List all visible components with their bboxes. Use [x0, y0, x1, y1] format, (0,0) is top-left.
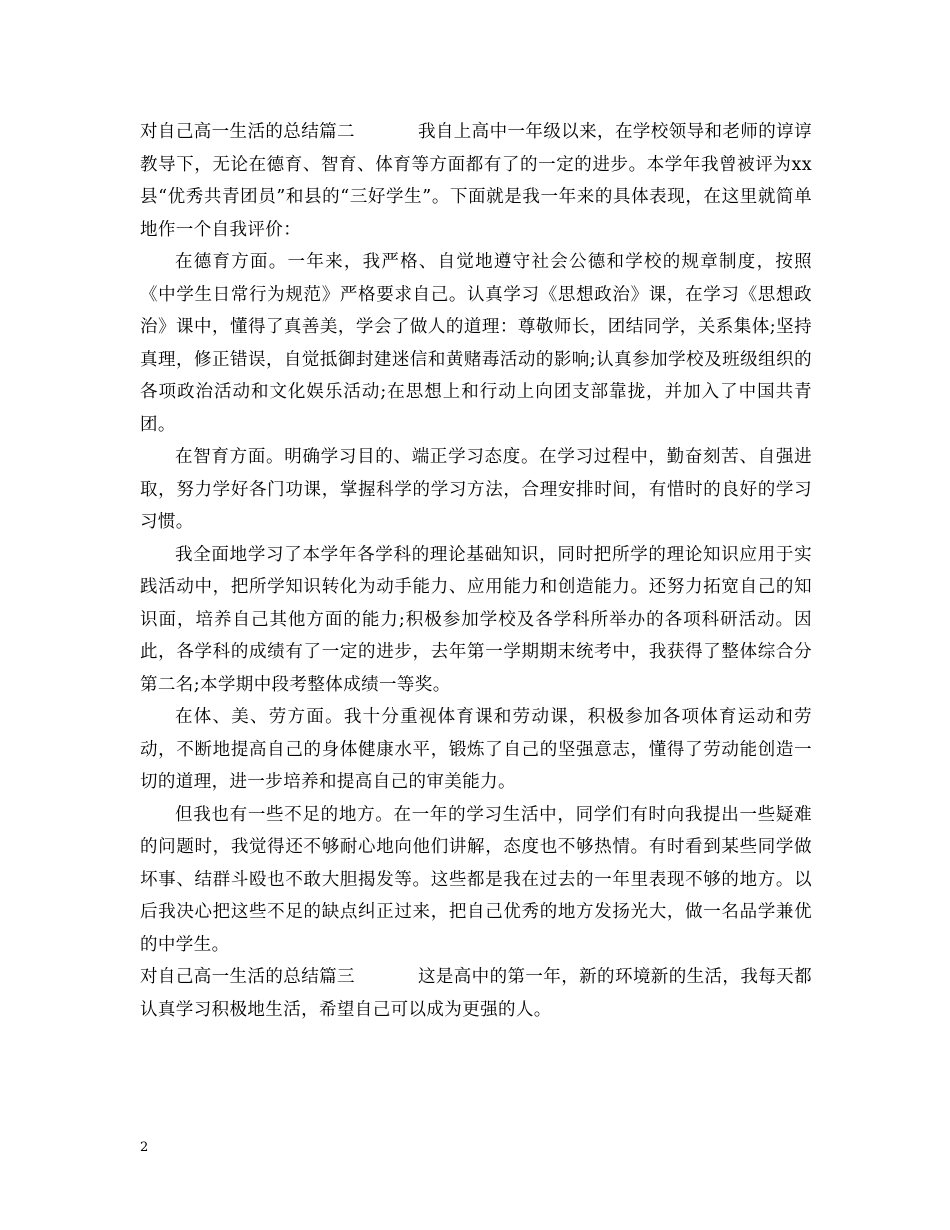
paragraph-shortcomings: 但我也有一些不足的地方。在一年的学习生活中，同学们有时向我提出一些疑难的问题时，我觉得还不够耐心地向他们讲解，态度也不够热情。有时看到某些同学做坏事、结群斗殴也不敢大胆揭发等。这些都是我在过去的一年里表现不够的地方。以后我决心把这些不足的缺点纠正过来，把自己优秀的地方发扬光大，做一名品学兼优的中学生。: [140, 804, 812, 955]
section-three-lead: 这是高中的第一年，新的环境新的生活，我每天都认真学习积极地生活，希望自己可以成为更强的人。: [140, 967, 812, 1020]
section-three-paragraph: [140, 961, 812, 1026]
section-two-paragraph: [140, 116, 812, 246]
section-two-lead: 我自上高中一年级以来，在学校领导和老师的谆谆教导下，无论在德育、智育、体育等方面都有了的一定的进步。本学年我曾被评为xx县“优秀共青团员”和县的“三好学生”。下面就是我一年来的具体表现，在这里就简单地作一个自我评价：: [140, 122, 812, 240]
paragraph-intellectual-education: 在智育方面。明确学习目的、端正学习态度。在学习过程中，勤奋刻苦、自强进取，努力学好各门功课，掌握科学的学习方法，合理安排时间，有惜时的良好的学习习惯。: [140, 447, 812, 532]
page-number: 2: [140, 1140, 149, 1155]
section-three-heading: 对自己高一生活的总结篇三: [140, 967, 355, 987]
paragraph-physical-aesthetic-labor: 在体、美、劳方面。我十分重视体育课和劳动课，积极参加各项体育运动和劳动，不断地提高自己的身体健康水平，锻炼了自己的坚强意志，懂得了劳动能创造一切的道理，进一步培养和提高自己的审美能力。: [140, 707, 812, 792]
document-body: [140, 116, 812, 1026]
paragraph-moral-education: 在德育方面。一年来，我严格、自觉地遵守社会公德和学校的规章制度，按照《中学生日常行为规范》严格要求自己。认真学习《思想政治》课，在学习《思想政治》课中，懂得了真善美，学会了做人的道理：尊敬师长，团结同学，关系集体;坚持真理，修正错误，自觉抵御封建迷信和黄赌毒活动的影响;认真参加学校及班级组织的各项政治活动和文化娱乐活动;在思想上和行动上向团支部靠拢，并加入了中国共青团。: [140, 252, 812, 435]
paragraph-academic-study: 我全面地学习了本学年各学科的理论基础知识，同时把所学的理论知识应用于实践活动中，把所学知识转化为动手能力、应用能力和创造能力。还努力拓宽自己的知识面，培养自己其他方面的能力;积极参加学校及各学科所举办的各项科研活动。因此，各学科的成绩有了一定的进步，去年第一学期期末统考中，我获得了整体综合分第二名;本学期中段考整体成绩一等奖。: [140, 544, 812, 695]
section-two-heading: 对自己高一生活的总结篇二: [140, 122, 355, 142]
